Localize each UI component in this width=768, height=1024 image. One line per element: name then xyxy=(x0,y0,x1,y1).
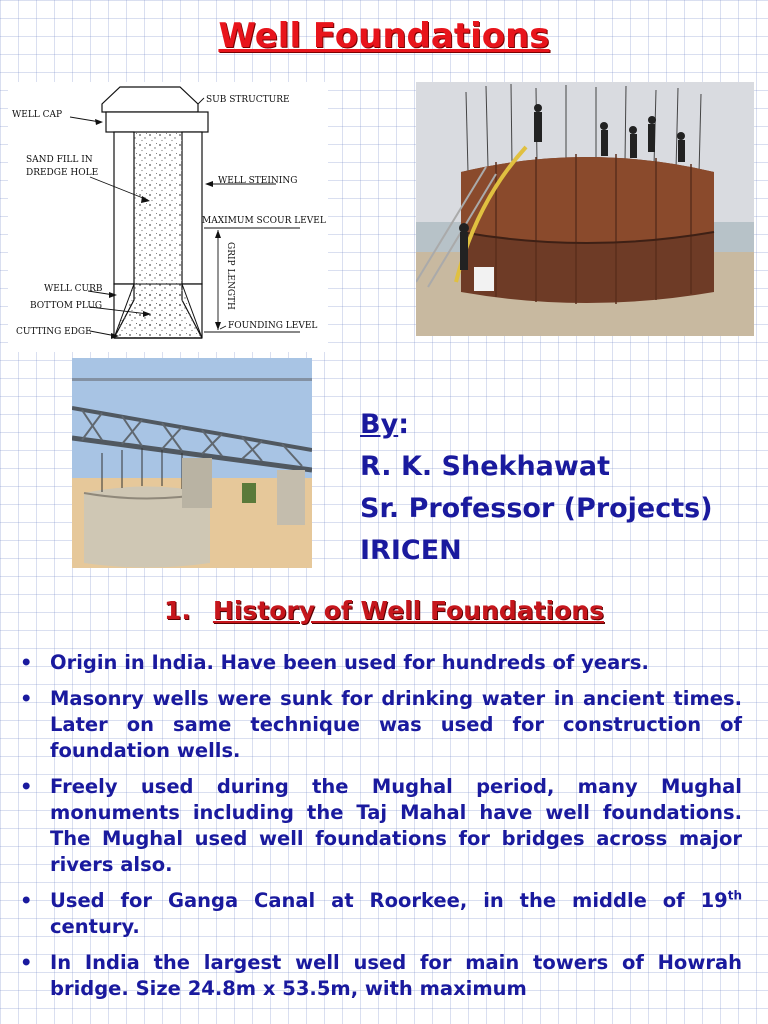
author-organization: IRICEN xyxy=(360,535,462,566)
bullet-text: Origin in India. Have been used for hundreds of years. xyxy=(50,651,649,674)
list-item xyxy=(18,888,742,940)
history-bullet-list xyxy=(18,650,742,1012)
section-number: 1. xyxy=(164,596,191,625)
author-name: R. K. Shekhawat xyxy=(360,451,610,482)
label-well-steining: WELL STEINING xyxy=(218,176,298,186)
label-max-scour: MAXIMUM SCOUR LEVEL xyxy=(202,216,326,226)
by-colon: : xyxy=(398,409,409,440)
by-label: By xyxy=(360,409,399,440)
author-designation: Sr. Professor (Projects) xyxy=(360,493,713,524)
by-line xyxy=(360,404,713,446)
list-item xyxy=(18,950,742,1002)
bullet-text: In India the largest well used for main towers of Howrah bridge. Size 24.8m x 53.5m, with maximum xyxy=(50,951,742,1000)
bullet-text-tail: century. xyxy=(50,915,140,938)
label-sand-fill-1: SAND FILL IN xyxy=(26,155,93,165)
steining-left xyxy=(114,132,134,284)
bullet-dot-icon: • xyxy=(20,687,33,710)
bullet-dot-icon: • xyxy=(20,889,33,912)
bridge-photo xyxy=(72,358,312,568)
author-block xyxy=(360,404,713,572)
list-item xyxy=(18,774,742,878)
label-grip-length: GRIP LENGTH xyxy=(225,242,235,310)
bullet-text: Used for Ganga Canal at Roorkee, in the middle of 19 xyxy=(50,889,728,912)
bullet-dot-icon: • xyxy=(20,651,33,674)
label-well-curb: WELL CURB xyxy=(44,284,103,294)
section-title: History of Well Foundations xyxy=(212,596,604,625)
label-sub-structure: SUB STRUCTURE xyxy=(206,95,290,105)
sand-fill-shape xyxy=(134,132,182,284)
well-foundation-diagram xyxy=(8,82,328,352)
label-cutting-edge: CUTTING EDGE xyxy=(16,327,92,337)
label-well-cap: WELL CAP xyxy=(12,110,63,120)
well-construction-photo xyxy=(416,82,754,336)
label-founding-level: FOUNDING LEVEL xyxy=(228,321,318,331)
well-cap-shape xyxy=(106,112,208,132)
sub-structure-shape xyxy=(102,87,198,112)
steining-right xyxy=(182,132,202,284)
label-sand-fill-2: DREDGE HOLE xyxy=(26,168,99,178)
label-bottom-plug: BOTTOM PLUG xyxy=(30,301,103,311)
bullet-dot-icon: • xyxy=(20,951,33,974)
list-item xyxy=(18,650,742,676)
section-heading xyxy=(0,596,768,625)
list-item xyxy=(18,686,742,764)
page-title: Well Foundations xyxy=(218,16,550,56)
bullet-text: Freely used during the Mughal period, many Mughal monuments including the Taj Mahal have well foundations. The Mughal used well foundations for bridges across major rivers also. xyxy=(50,775,742,876)
bullet-text: Masonry wells were sunk for drinking water in ancient times. Later on same technique was used for construction of foundation wells. xyxy=(50,687,742,762)
bullet-dot-icon: • xyxy=(20,775,33,798)
bullet-superscript: th xyxy=(727,888,742,903)
